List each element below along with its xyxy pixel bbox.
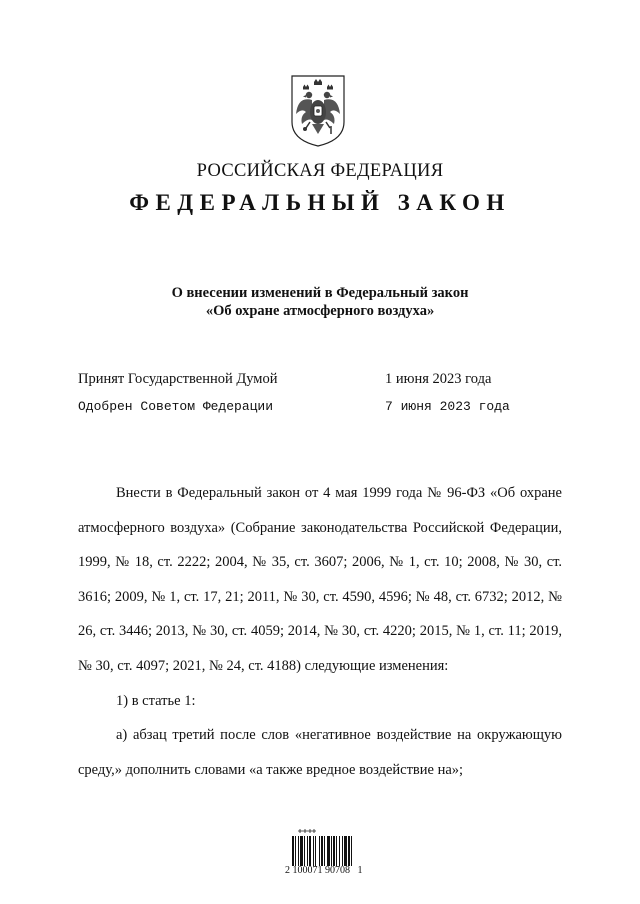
body-paragraph-article-1: 1) в статье 1:	[116, 692, 196, 709]
law-title-line-2: «Об охране атмосферного воздуха»	[205, 303, 435, 319]
law-title-line-1: О внесении изменений в Федеральный закон	[171, 285, 469, 301]
council-approval-date: 7 июня 2023 года	[385, 399, 510, 414]
coat-of-arms-icon	[286, 74, 350, 148]
law-title	[0, 284, 640, 320]
law-type-heading: ФЕДЕРАЛЬНЫЙ ЗАКОН	[129, 190, 511, 215]
country-name: РОССИЙСКАЯ ФЕДЕРАЦИЯ	[196, 161, 444, 181]
duma-adoption-label: Принят Государственной Думой	[78, 371, 278, 387]
law-body	[78, 476, 562, 787]
council-approval-label: Одобрен Советом Федерации	[78, 399, 274, 414]
body-paragraph-intro: Внести в Федеральный закон от 4 мая 1999 года № 96-ФЗ «Об охране атмосферного воздуха» (Собрание законодательства Российской Федерации, 1999, № 18, ст. 2222; 2004, № 35, ст. 3607; 2006, № 1, ст. 10; 2008, № 30, ст. 3616; 2009, № 1, ст. 17, 21; 2011, № 30, ст. 4590, 4596; № 48, ст. 6732; 2012, № 26, ст. 3446; 2013, № 30, ст. 4059; 2014, № 30, ст. 4220; 2015, № 1, ст. 11; 2019, № 30, ст. 4097; 2021, № 24, ст. 4188) следующие изменения:	[78, 485, 562, 674]
duma-adoption-date: 1 июня 2023 года	[385, 371, 492, 387]
barcode-number: 2 100071 90708 1	[285, 865, 363, 876]
body-paragraph-subitem-a: а) абзац третий после слов «негативное воздействие на окружающую среду,» дополнить словами «а также вредное воздействие на»;	[78, 727, 562, 778]
barcode-bars	[291, 836, 371, 866]
